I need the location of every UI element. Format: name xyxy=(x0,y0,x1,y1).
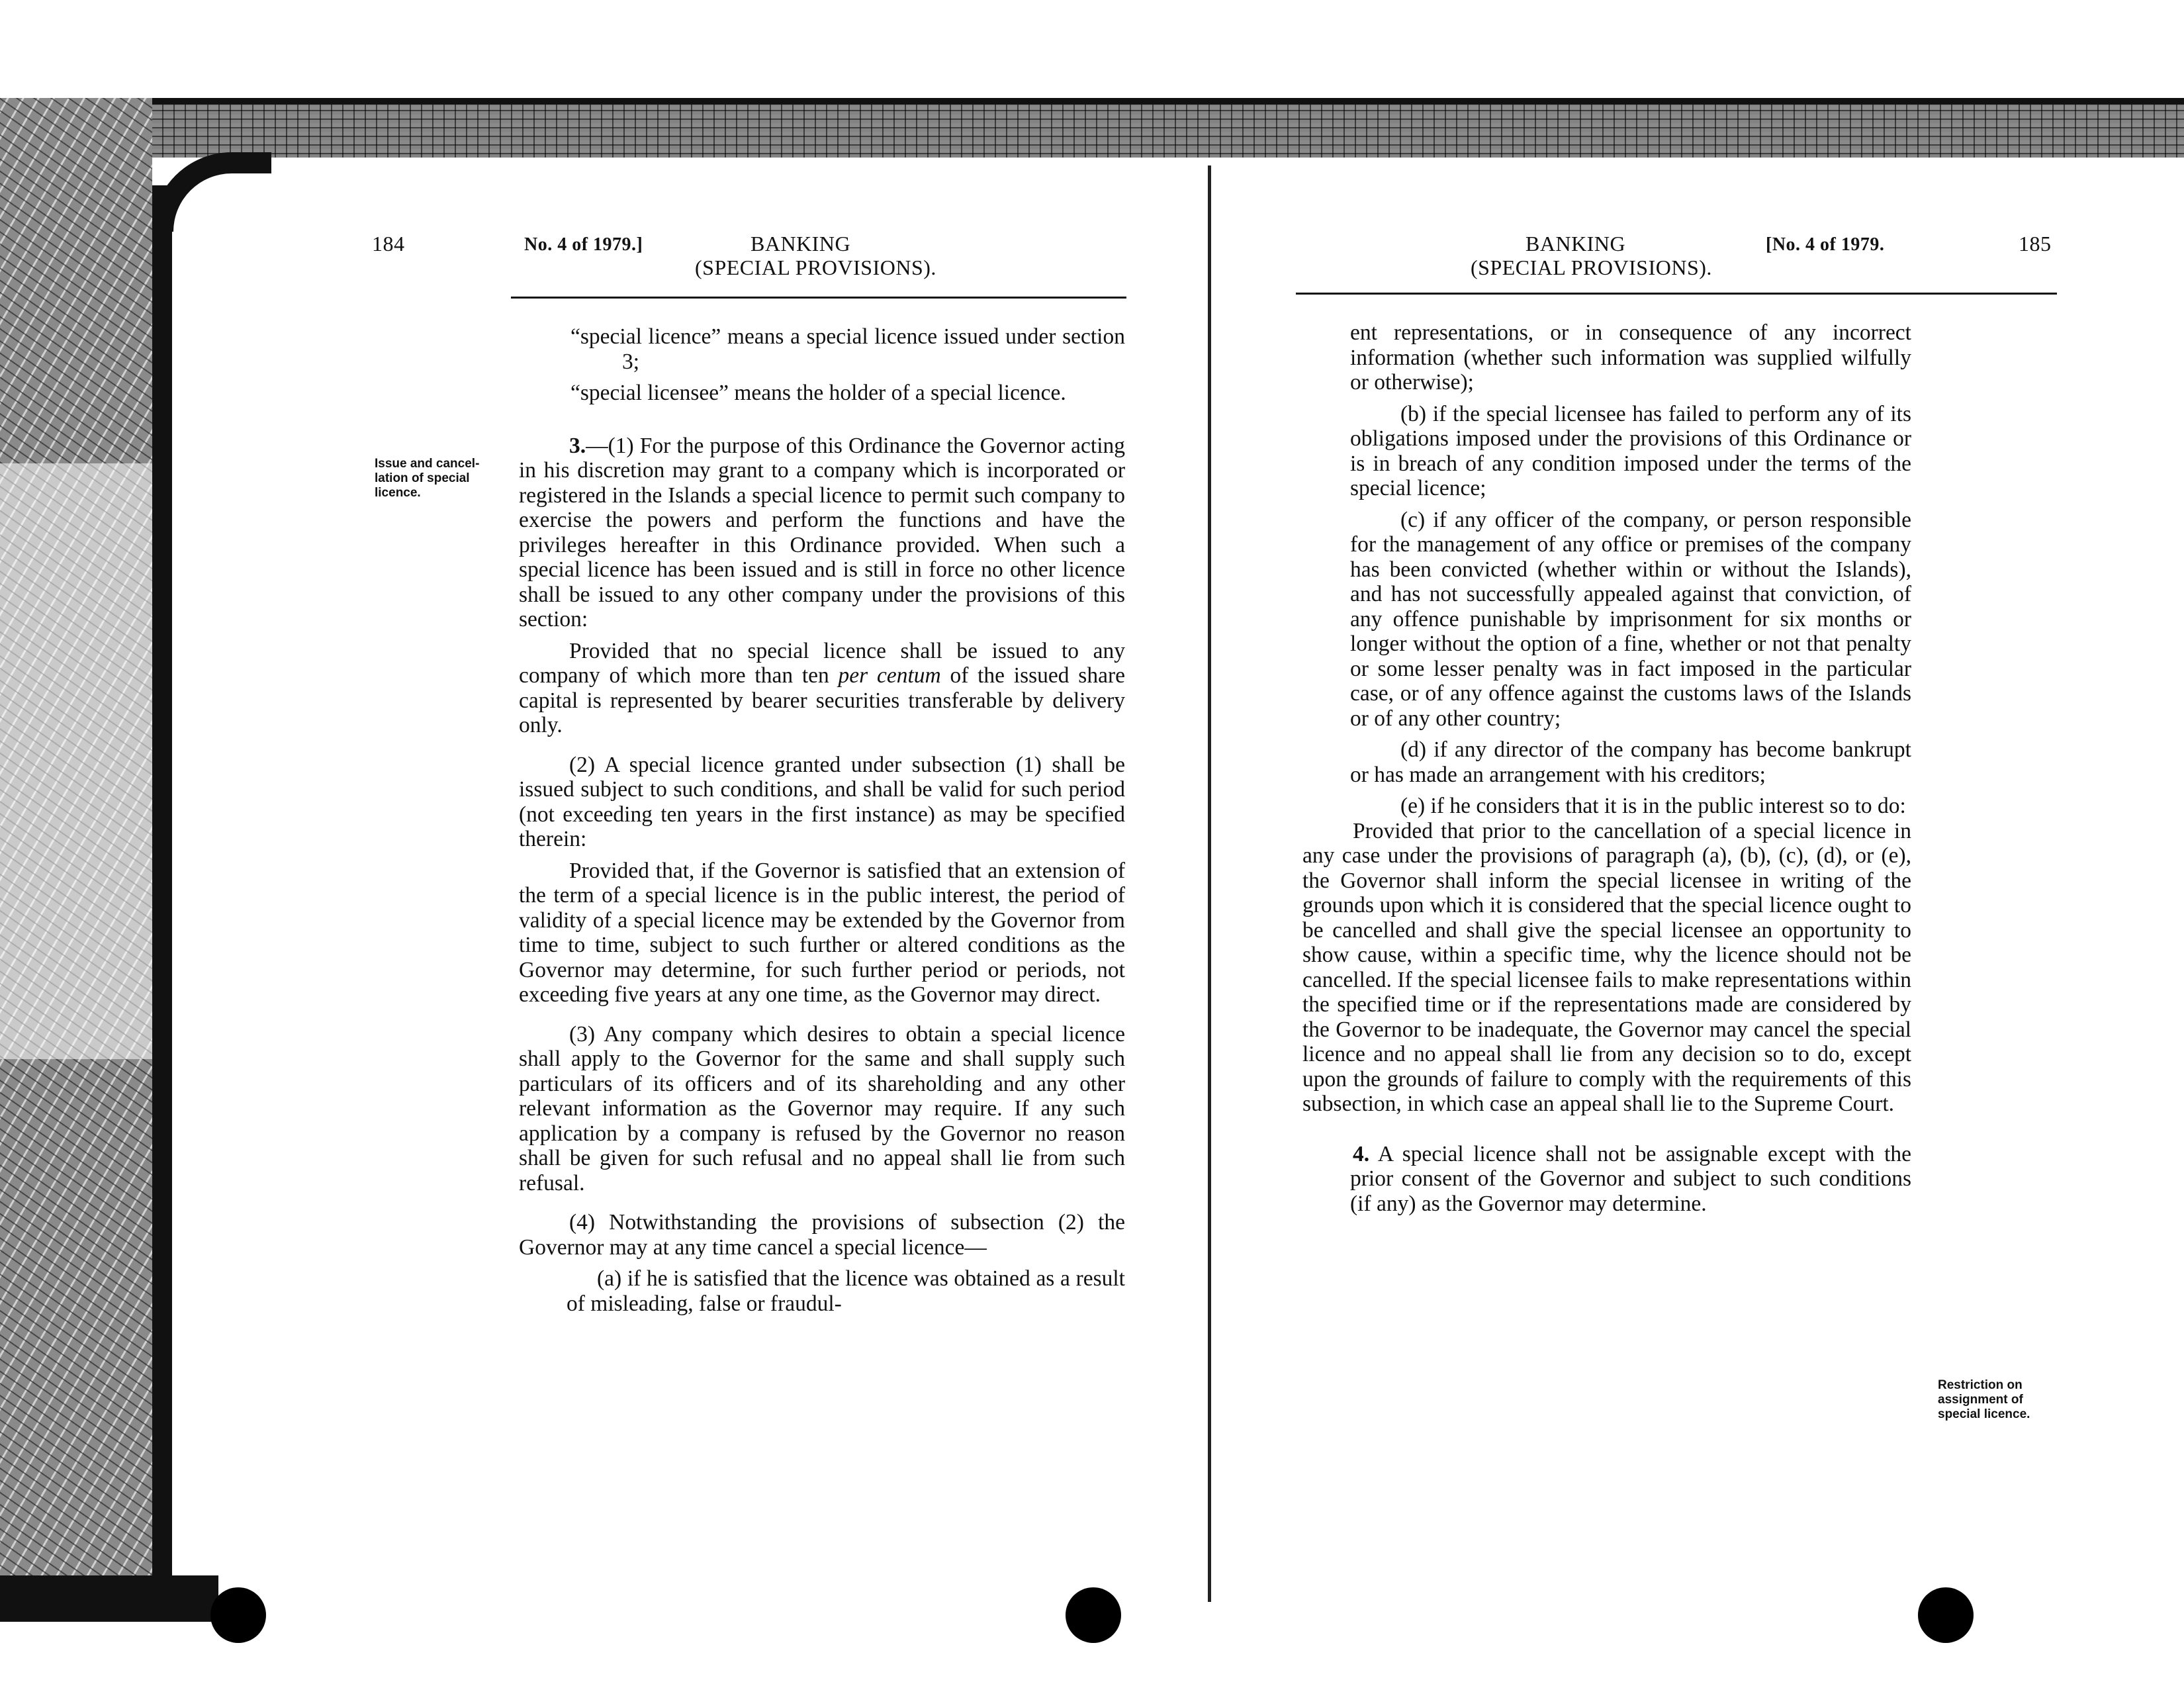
right-page-body xyxy=(1302,320,1911,1216)
page-number: 185 xyxy=(2019,232,2052,256)
proviso-italic: per centum xyxy=(838,663,941,688)
section-3-4-a: (a) if he is satisfied that the licence was obtained as a result of misleading, false or fraudul- xyxy=(567,1266,1125,1316)
running-subtitle: (SPECIAL PROVISIONS). xyxy=(1471,256,1712,279)
margin-note: Issue and cancel-lation of special licence. xyxy=(375,457,480,500)
scan-frame-corner xyxy=(152,152,271,232)
proviso-text: Provided that no special licence shall be issued to any company of which more than ten xyxy=(519,638,1125,688)
punch-hole xyxy=(1066,1587,1121,1643)
punch-hole xyxy=(210,1587,266,1643)
section-3-1-proviso xyxy=(519,639,1125,738)
scan-shadow-bottom-left xyxy=(0,1575,218,1622)
page-number: 184 xyxy=(372,232,405,256)
header-rule xyxy=(511,297,1126,299)
section-number: 3. xyxy=(569,433,586,458)
punch-hole xyxy=(1918,1587,1974,1643)
running-subtitle: (SPECIAL PROVISIONS). xyxy=(695,256,936,279)
definition-special-licensee: “special licensee” means the holder of a special licence. xyxy=(570,381,1066,405)
scan-frame-left xyxy=(152,185,172,1609)
section-number: 4. xyxy=(1353,1141,1370,1166)
proviso-text: of the issued share capital is represented by bearer securities transferable by delivery only. xyxy=(519,663,1125,737)
act-reference: [No. 4 of 1979. xyxy=(1766,234,1885,255)
section-3-4-proviso: Provided that prior to the cancellation of a special licence in any case under the provisions of paragraph (a), (b), (c), (d), or (e), the Governor shall inform the special licensee in writing of the grounds upon which it is considered that the special licence ought to be cancelled and shall give the special licensee an opportunity to show cause, within a specific time, why the licence should not be cancelled. If the special licensee fails to make representations within the specified time or if the representations made are considered by the Governor to be inadequate, the Governor may cancel the special licence and no appeal shall lie from any decision so to do, except upon the grounds of failure to comply with the requirements of this subsection, in which case an appeal shall lie to the Supreme Court. xyxy=(1302,818,1911,1116)
left-page-body xyxy=(519,324,1125,1316)
section-4 xyxy=(1302,1142,1911,1217)
scan-shadow-left-light xyxy=(0,463,152,1059)
section-3-1 xyxy=(519,434,1125,632)
paragraph-d: (d) if any director of the company has become bankrupt or has made an arrangement with his creditors; xyxy=(1350,737,1911,787)
section-3-2-proviso: Provided that, if the Governor is satisfied that an extension of the term of a special licence is in the public interest, the period of validity of a special licence may be extended by the Governor from time to time, subject to such further or altered conditions as the Governor may determine, for such further period or periods, not exceeding five years at any one time, as the Governor may direct. xyxy=(519,858,1125,1007)
section-text: —(1) For the purpose of this Ordinance the Governor acting in his discretion may grant to a company which is incorporated or registered in the Islands a special licence to permit such company to exercise the powers and perform the functions and have the privileges hereafter in this Ordinance provided. When such a special licence has been issued and is still in force no other licence shall be issued to any other company under the provisions of this section: xyxy=(519,433,1125,632)
margin-note: Restriction on assignment of special licence. xyxy=(1938,1378,2030,1421)
running-title: BANKING xyxy=(751,232,851,256)
header-rule xyxy=(1296,293,2057,295)
running-title: BANKING xyxy=(1525,232,1626,256)
section-text: A special licence shall not be assignable except with the prior consent of the Governor and subject to such conditions (if any) as the Governor may determine. xyxy=(1350,1141,1911,1216)
act-reference: No. 4 of 1979.] xyxy=(524,234,643,255)
paragraph-c: (c) if any officer of the company, or person responsible for the management of any office or premises of the company has been convicted (whether within or without the Islands), and has not successfully appealed against that conviction, of any offence punishable by imprisonment for six months or longer without the option of a fine, whether or not that penalty or some lesser penalty was in fact imposed in the particular case, or of any offence against the customs laws of the Islands or of any other country; xyxy=(1350,507,1911,731)
definition-special-licence: “special licence” means a special licence issued under section 3; xyxy=(570,324,1125,374)
section-3-3: (3) Any company which desires to obtain a special licence shall apply to the Governor for the same and shall supply such particulars of its officers and of its shareholding and any other relevant information as the Governor may require. If any such application by a company is refused by the Governor no reason shall be given for such refusal and no appeal shall lie from such refusal. xyxy=(519,1021,1125,1195)
paragraph-e: (e) if he considers that it is in the public interest so to do: xyxy=(1400,794,1906,818)
scan-shadow-top xyxy=(0,98,2184,158)
paragraph-b: (b) if the special licensee has failed to perform any of its obligations imposed under the provisions of this Ordinance or is in breach of any condition imposed under the terms of the special licence; xyxy=(1350,401,1911,500)
paragraph-a-continued: ent representations, or in consequence of any incorrect information (whether such information was supplied wilfully or otherwise); xyxy=(1350,320,1911,395)
book-gutter xyxy=(1208,165,1211,1602)
section-3-4: (4) Notwithstanding the provisions of subsection (2) the Governor may at any time cancel a special licence— xyxy=(519,1210,1125,1260)
section-3-2: (2) A special licence granted under subsection (1) shall be issued subject to such conditions, and shall be valid for such period (not exceeding ten years in the first instance) as may be specified therein: xyxy=(519,752,1125,851)
scan-edge-top xyxy=(0,98,2184,105)
